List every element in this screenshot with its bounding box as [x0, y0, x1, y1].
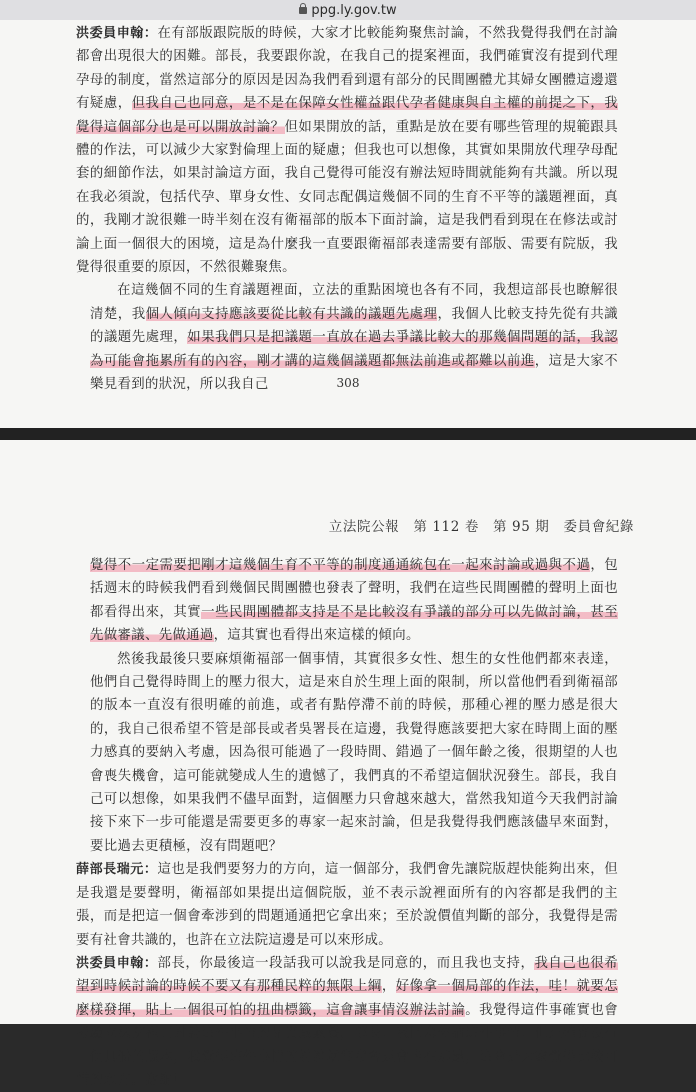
highlighted-text: 一些民間團體都支持是不是比較沒有爭議的部分可以先做討論，甚至先做審議、先做通過 [90, 604, 618, 644]
body-text: ，我個人比較支持先從有共識的議題先處理， [90, 306, 618, 346]
gazette-header: 立法院公報 第 112 卷 第 95 期 委員會紀錄 [328, 519, 634, 535]
page1-body [76, 22, 619, 397]
body-text: 但如果開放的話，重點是放在要有哪些管理的規範跟具體的作法，可以減少大家對倫理上面的疑慮；但我也可以想像，其實如果開放代理孕母配套的細節作法，如果討論這方面，我自己覺得可能沒有辦法短時間就能夠有共識。所以現在我必須說，包括代孕、單身女性、女同志配偶這幾個不同的生育不平等的議題裡面，真的，我剛才說很難一時半刻在沒有衛福部的版本下面討論，這是我們看到現在在修法或討論上面一個很大的困境，這是為什麼我一直要跟衛福部表達需要有部版、需要有院版，我覺得很重要的原因，不然很難聚焦。 [76, 119, 619, 276]
page-number: 308 [336, 376, 360, 390]
speaker-name: 洪委員申翰： [76, 26, 158, 41]
body-text: 這也是我們要努力的方向，這一個部分，我們會先讓院版趕快能夠出來，但是我還是要聲明，衛福部如果提出這個院版，並不表示說裡面所有的內容都是我們的主張，而是把這一個會牽涉到的問題通通把它拿出來；至於說價值判斷的部分，我覺得是需要有社會共識的，也許在立法院這邊是可以來形成。 [76, 862, 618, 948]
body-text: 在這幾個不同的生育議題裡面，立法的重點困境也各有不同，我想這部長也瞭解很清楚，我 [90, 283, 618, 322]
document-page-308 [0, 20, 696, 428]
highlighted-text: 但我自己也同意，是不是在保障女性權益跟代孕者健康與自主權的前提之下，我覺得這個部分也是可以開放討論？ [76, 96, 618, 135]
body-text: 然後我最後只要麻煩衛福部一個事情，其實很多女性、想生的女性他們都來表達，他們自己覺得時間上的壓力很大，這是來自於生理上面的限制，所以當他們看到衛福部的版本一直沒有很明確的前進，或者有點停滯不前的時候，那種心裡的壓力感是很大的，我自己很希望不管是部長或者吳署長在這邊，我覺得應該要把大家在時間上面的壓力感真的要納入考慮，因為很可能過了一段時間、錯過了一個年齡之後，很期望的人也會喪失機會，這可能就變成人生的遺憾了，我們真的不希望這個狀況發生。部長，我自己可以想像，如果我們不儘早面對，這個壓力只會越來越大，當然我知道今天我們討論接下來下一步可能還是需要更多的專家一起來討論，但是我覺得我們應該儘早來面對，要比過去更積極，沒有問題吧？ [90, 651, 618, 854]
highlighted-text: 覺得不一定需要把剛才這幾個生育不平等的制度通通統包在一起來討論或過與不過 [90, 558, 591, 573]
page-separator [0, 428, 696, 440]
body-text: 部長，你最後這一段話我可以說我是同意的，而且我也支持， [157, 955, 535, 971]
body-text: 在有部版跟院版的時候，大家才比較能夠聚焦討論，不然我覺得我們在討論都會出現很大的困難。部長，我要跟你說，在我自己的提案裡面，我們確實沒有提到代理孕母的制度，當然這部分的原因是因為我們看到還有部分的民間團體尤其婦女團體這邊還有疑慮， [76, 26, 618, 112]
page2-body [76, 554, 618, 1092]
speaker-name: 薛部長瑞元： [76, 862, 158, 878]
address-bar[interactable] [0, 0, 696, 20]
body-text: ， [381, 979, 396, 995]
speaker-paragraph [76, 858, 618, 952]
document-page-next [0, 440, 696, 1088]
body-text: ，這其實也看得出來這樣的傾向。 [213, 628, 420, 644]
highlighted-text: 我自己也很希望到時候討論的時候不要又有那種民粹的無限上綱 [76, 955, 618, 995]
body-text: ，這是大家不樂見看到的狀況，所以我自己 [90, 353, 618, 393]
speaker-paragraph [76, 952, 618, 1092]
highlighted-text: 個人傾向支持應該要從比較有共識的議題先處理 [145, 306, 438, 322]
lock-icon [299, 7, 307, 16]
body-text: 。我覺得這件事確實也會考驗立法院裡面討論這件事情的品質跟素養，部長，我同意你講這件事情，但是確實沒有一個具體的版本，我覺得這件事情的討論就常常會是會卡在那邊，這會是大家覺得比較可惜的地方。謝謝！ [76, 1002, 618, 1088]
speaker-paragraph [76, 22, 618, 279]
highlighted-text: 好像拿一個局部的作法，哇！就要怎麼樣發揮，貼上一個很可怕的扭曲標籤，這會讓事情沒辦法討論 [76, 979, 618, 1018]
speaker-name: 洪委員申翰： [76, 955, 158, 971]
url-text: ppg.ly.gov.tw [311, 2, 397, 18]
highlighted-text: 如果我們只是把議題一直放在過去爭議比較大的那幾個問題的話，我認為可能會拖累所有的內容，剛才講的這幾個議題都無法前進或都難以前進 [90, 330, 618, 369]
paragraph [90, 554, 618, 648]
body-text: ，包括週末的時候我們看到幾個民間團體也發表了聲明，我們在這些民間團體的聲明上面也都看得出來，其實 [90, 558, 618, 620]
paragraph [90, 648, 618, 859]
